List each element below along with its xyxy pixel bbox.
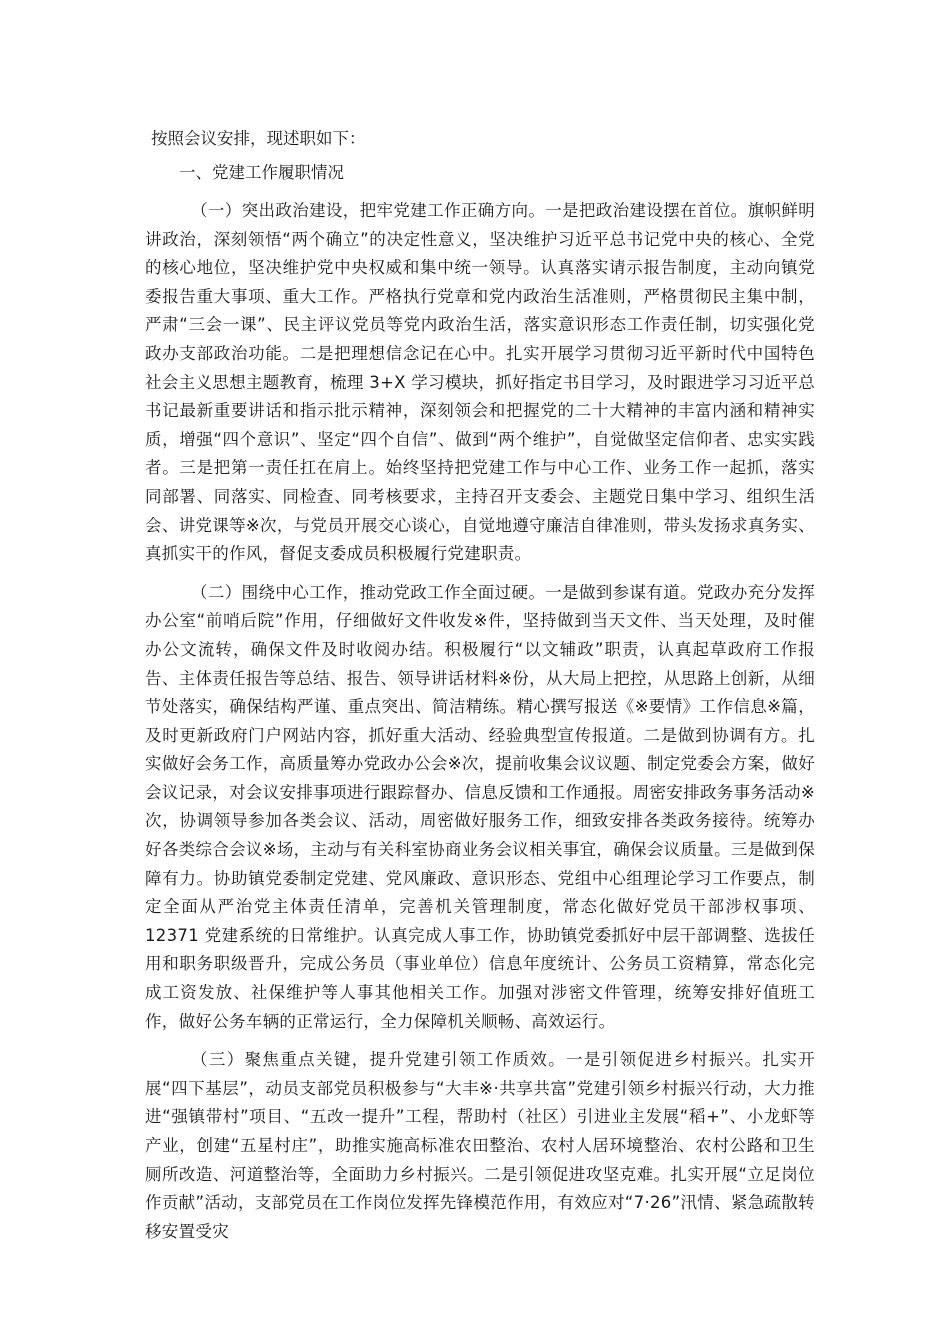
document-body [145, 125, 815, 1256]
paragraph-1: （一）突出政治建设，把牢党建工作正确方向。一是把政治建设摆在首位。旗帜鲜明讲政治，深刻领悟“两个确立”的决定性意义，坚决维护习近平总书记党中央的核心、全党的核心地位，坚决维护党中央权威和集中统一领导。认真落实请示报告制度，主动向镇党委报告重大事项、重大工作。严格执行党章和党内政治生活准则，严格贯彻民主集中制，严肃“三会一课”、民主评议党员等党内政治生活，落实意识形态工作责任制，切实强化党政办支部政治功能。二是把理想信念记在心中。扎实开展学习贯彻习近平新时代中国特色社会主义思想主题教育，梳理 3+X 学习模块，抓好指定书目学习，及时跟进学习习近平总书记最新重要讲话和指示批示精神，深刻领会和把握党的二十大精神的丰富内涵和精神实质，增强“四个意识”、坚定“四个自信”、做到“两个维护”，自觉做坚定信仰者、忠实实践者。三是把第一责任扛在肩上。始终坚持把党建工作与中心工作、业务工作一起抓，落实同部署、同落实、同检查、同考核要求，主持召开支委会、主题党日集中学习、组织生活会、讲党课等※次，与党员开展交心谈心，自觉地遵守廉洁自律准则，带头发扬求真务实、真抓实干的作风，督促支委成员积极履行党建职责。 [145, 201, 815, 564]
intro-line: 按照会议安排，现述职如下： [151, 129, 366, 148]
paragraph-3: （三）聚焦重点关键，提升党建引领工作质效。一是引领促进乡村振兴。扎实开展“四下基层”，动员支部党员积极参与“大丰※·共享共富”党建引领乡村振兴行动，大力推进“强镇带村”项目、“五改一提升”工程，帮助村（社区）引进业主发展“稻+”、小龙虾等产业，创建“五星村庄”，助推实施高标准农田整治、农村人居环境整治、农村公路和卫生厕所改造、河道整治等，全面助力乡村振兴。二是引领促进攻坚克难。扎实开展“立足岗位作贡献”活动，支部党员在工作岗位发挥先锋模范作用，有效应对“7·26”汛情、紧急疏散转移安置受灾 [145, 1050, 815, 1241]
section-heading: 一、党建工作履职情况 [179, 163, 344, 182]
paragraph-2: （二）围绕中心工作，推动党政工作全面过硬。一是做到参谋有道。党政办充分发挥办公室“前哨后院”作用，仔细做好文件收发※件，坚持做到当天文件、当天处理，及时催办公文流转，确保文件及时收阅办结。积极履行“以文辅政”职责，认真起草政府工作报告、主体责任报告等总结、报告、领导讲话材料※份，从大局上把控，从思路上创新，从细节处落实，确保结构严谨、重点突出、简洁精练。精心撰写报送《※要情》工作信息※篇，及时更新政府门户网站内容，抓好重大活动、经验典型宣传报道。二是做到协调有方。扎实做好会务工作，高质量筹办党政办公会※次，提前收集会议议题、制定党委会方案，做好会议记录，对会议安排事项进行跟踪督办、信息反馈和工作通报。周密安排政务事务活动※次，协调领导参加各类会议、活动，周密做好服务工作，细致安排各类政务接待。统筹办好各类综合会议※场，主动与有关科室协商业务会议相关事宜，确保会议质量。三是做到保障有力。协助镇党委制定党建、党风廉政、意识形态、党组中心组理论学习工作要点，制定全面从严治党主体责任清单，完善机关管理制度，常态化做好党员干部涉权事项、12371 党建系统的日常维护。认真完成人事工作，协助镇党委抓好中层干部调整、选拔任用和职务职级晋升，完成公务员（事业单位）信息年度统计、公务员工资精算，常态化完成工资发放、社保维护等人事其他相关工作。加强对涉密文件管理，统筹安排好值班工作，做好公务车辆的正常运行，全力保障机关顺畅、高效运行。 [145, 582, 815, 1031]
